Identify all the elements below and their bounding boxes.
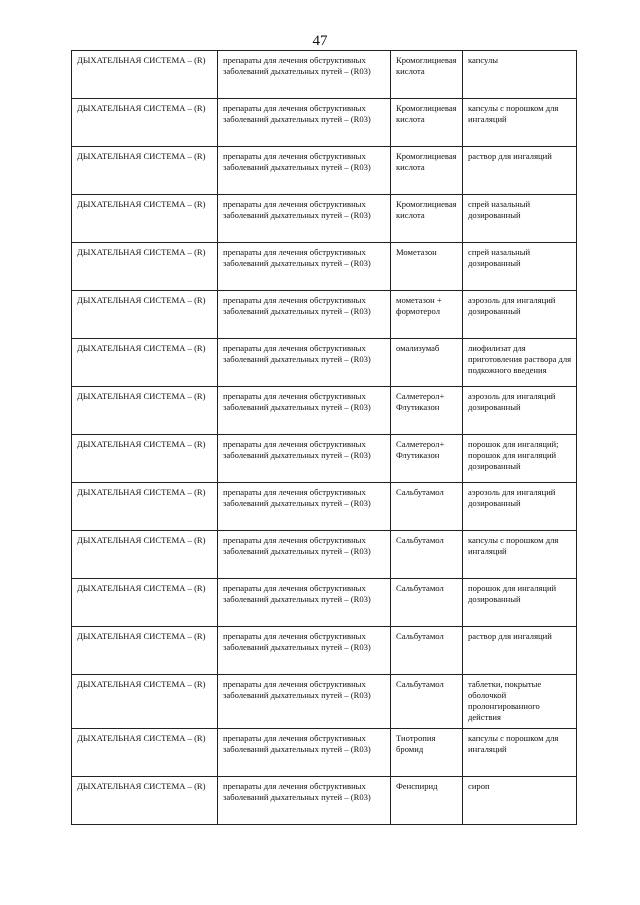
form-cell: капсулы с порошком для ингаляций [463, 531, 577, 579]
system-cell: ДЫХАТЕЛЬНАЯ СИСТЕМА – (R) [72, 99, 218, 147]
table-row [72, 99, 577, 147]
form-cell: капсулы с порошком для ингаляций [463, 99, 577, 147]
system-cell: ДЫХАТЕЛЬНАЯ СИСТЕМА – (R) [72, 51, 218, 99]
form-cell: таблетки, покрытые оболочкой пролонгированного действия [463, 675, 577, 729]
substance-cell: Тиотропия бромид [391, 729, 463, 777]
substance-cell: Сальбутамол [391, 531, 463, 579]
system-cell: ДЫХАТЕЛЬНАЯ СИСТЕМА – (R) [72, 729, 218, 777]
form-cell: порошок для ингаляций; порошок для ингаляций дозированный [463, 435, 577, 483]
form-cell: порошок для ингаляций дозированный [463, 579, 577, 627]
form-cell: аэрозоль для ингаляций дозированный [463, 291, 577, 339]
group-cell: препараты для лечения обструктивных заболеваний дыхательных путей – (R03) [218, 99, 391, 147]
system-cell: ДЫХАТЕЛЬНАЯ СИСТЕМА – (R) [72, 777, 218, 825]
substance-cell: омализумаб [391, 339, 463, 387]
group-cell: препараты для лечения обструктивных заболеваний дыхательных путей – (R03) [218, 777, 391, 825]
form-cell: раствор для ингаляций [463, 147, 577, 195]
system-cell: ДЫХАТЕЛЬНАЯ СИСТЕМА – (R) [72, 339, 218, 387]
form-cell: спрей назальный дозированный [463, 195, 577, 243]
substance-cell: Кромоглициевая кислота [391, 51, 463, 99]
group-cell: препараты для лечения обструктивных заболеваний дыхательных путей – (R03) [218, 51, 391, 99]
substance-cell: Мометазон [391, 243, 463, 291]
table-row [72, 483, 577, 531]
system-cell: ДЫХАТЕЛЬНАЯ СИСТЕМА – (R) [72, 531, 218, 579]
group-cell: препараты для лечения обструктивных заболеваний дыхательных путей – (R03) [218, 483, 391, 531]
substance-cell: Фенспирид [391, 777, 463, 825]
substance-cell: Сальбутамол [391, 483, 463, 531]
group-cell: препараты для лечения обструктивных заболеваний дыхательных путей – (R03) [218, 243, 391, 291]
form-cell: капсулы с порошком для ингаляций [463, 729, 577, 777]
substance-cell: Сальбутамол [391, 675, 463, 729]
substance-cell: Салметерол+ Флутиказон [391, 387, 463, 435]
group-cell: препараты для лечения обструктивных заболеваний дыхательных путей – (R03) [218, 339, 391, 387]
system-cell: ДЫХАТЕЛЬНАЯ СИСТЕМА – (R) [72, 195, 218, 243]
group-cell: препараты для лечения обструктивных заболеваний дыхательных путей – (R03) [218, 435, 391, 483]
form-cell: лиофилизат для приготовления раствора для подкожного введения [463, 339, 577, 387]
substance-cell: Сальбутамол [391, 579, 463, 627]
table-row [72, 147, 577, 195]
table-row [72, 777, 577, 825]
form-cell: раствор для ингаляций [463, 627, 577, 675]
table-row [72, 339, 577, 387]
drug-table-body [72, 51, 577, 825]
form-cell: капсулы [463, 51, 577, 99]
form-cell: спрей назальный дозированный [463, 243, 577, 291]
table-row [72, 387, 577, 435]
substance-cell: Кромоглициевая кислота [391, 99, 463, 147]
group-cell: препараты для лечения обструктивных заболеваний дыхательных путей – (R03) [218, 729, 391, 777]
drug-table [71, 50, 577, 825]
table-row [72, 627, 577, 675]
group-cell: препараты для лечения обструктивных заболеваний дыхательных путей – (R03) [218, 195, 391, 243]
form-cell: аэрозоль для ингаляций дозированный [463, 387, 577, 435]
substance-cell: Салметерол+ Флутиказон [391, 435, 463, 483]
form-cell: сироп [463, 777, 577, 825]
table-row [72, 729, 577, 777]
group-cell: препараты для лечения обструктивных заболеваний дыхательных путей – (R03) [218, 579, 391, 627]
group-cell: препараты для лечения обструктивных заболеваний дыхательных путей – (R03) [218, 291, 391, 339]
table-row [72, 243, 577, 291]
group-cell: препараты для лечения обструктивных заболеваний дыхательных путей – (R03) [218, 531, 391, 579]
group-cell: препараты для лечения обструктивных заболеваний дыхательных путей – (R03) [218, 627, 391, 675]
system-cell: ДЫХАТЕЛЬНАЯ СИСТЕМА – (R) [72, 675, 218, 729]
table-row [72, 291, 577, 339]
system-cell: ДЫХАТЕЛЬНАЯ СИСТЕМА – (R) [72, 291, 218, 339]
group-cell: препараты для лечения обструктивных заболеваний дыхательных путей – (R03) [218, 675, 391, 729]
table-row [72, 51, 577, 99]
substance-cell: Кромоглициевая кислота [391, 195, 463, 243]
table-row [72, 435, 577, 483]
table-row [72, 579, 577, 627]
system-cell: ДЫХАТЕЛЬНАЯ СИСТЕМА – (R) [72, 243, 218, 291]
table-row [72, 675, 577, 729]
substance-cell: Сальбутамол [391, 627, 463, 675]
substance-cell: мометазон + формотерол [391, 291, 463, 339]
group-cell: препараты для лечения обструктивных заболеваний дыхательных путей – (R03) [218, 387, 391, 435]
system-cell: ДЫХАТЕЛЬНАЯ СИСТЕМА – (R) [72, 579, 218, 627]
table-row [72, 195, 577, 243]
substance-cell: Кромоглициевая кислота [391, 147, 463, 195]
table-row [72, 531, 577, 579]
form-cell: аэрозоль для ингаляций дозированный [463, 483, 577, 531]
page-number: 47 [312, 33, 328, 49]
system-cell: ДЫХАТЕЛЬНАЯ СИСТЕМА – (R) [72, 435, 218, 483]
group-cell: препараты для лечения обструктивных заболеваний дыхательных путей – (R03) [218, 147, 391, 195]
system-cell: ДЫХАТЕЛЬНАЯ СИСТЕМА – (R) [72, 147, 218, 195]
system-cell: ДЫХАТЕЛЬНАЯ СИСТЕМА – (R) [72, 483, 218, 531]
system-cell: ДЫХАТЕЛЬНАЯ СИСТЕМА – (R) [72, 627, 218, 675]
system-cell: ДЫХАТЕЛЬНАЯ СИСТЕМА – (R) [72, 387, 218, 435]
